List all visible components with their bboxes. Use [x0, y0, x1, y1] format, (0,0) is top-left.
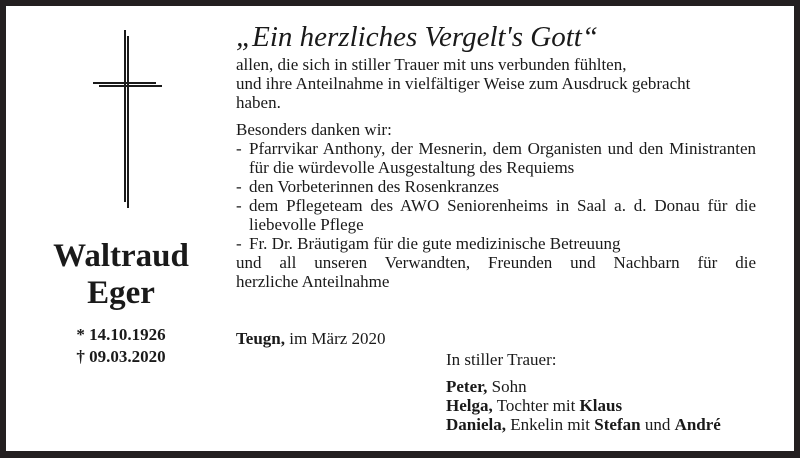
intro-line: allen, die sich in stiller Trauer mit uns verbunden fühlten, [236, 55, 627, 74]
obituary-card [6, 6, 794, 451]
thanks-item: - den Vorbeterinnen des Rosenkranzes [236, 177, 500, 196]
heading: „Ein herzliches Vergelt's Gott“ [236, 21, 598, 53]
place-date [236, 329, 386, 349]
mourners [446, 350, 721, 434]
mourner-row: Daniela, Enkelin mit Stefan und André [446, 415, 721, 434]
thanks-item: - Pfarrvikar Anthony, der Mesnerin, dem Organisten und den Ministranten für die würdevolle Ausgestaltung des Requiems [236, 139, 756, 177]
mourner-row: Peter, Sohn [446, 377, 527, 396]
thanks-text [236, 20, 756, 291]
date: im März 2020 [289, 329, 386, 348]
first-name: Waltraud [53, 238, 189, 274]
intro-line: haben. [236, 93, 281, 112]
mourners-heading: In stiller Trauer: [446, 350, 557, 369]
town: Teugn, [236, 329, 285, 348]
thanks-heading: Besonders danken wir: [236, 120, 392, 139]
thanks-item: - dem Pflegeteam des AWO Seniorenheims in Saal a. d. Donau für die liebevolle Pflege [236, 196, 756, 234]
life-dates [46, 324, 196, 368]
deceased-name [36, 238, 206, 312]
closing-line: herzliche Anteilnahme [236, 272, 390, 291]
mourner-row: Helga, Tochter mit Klaus [446, 396, 623, 415]
last-name: Eger [87, 275, 155, 311]
intro-line: und ihre Anteilnahme in vielfältiger Weise zum Ausdruck gebracht [236, 74, 691, 93]
closing-line: und all unseren Verwandten, Freunden und Nachbarn für die [236, 253, 756, 272]
thanks-item: - Fr. Dr. Bräutigam für die gute medizinische Betreuung [236, 234, 621, 253]
birth-date: * 14.10.1926 [76, 325, 166, 344]
death-date: † 09.03.2020 [76, 347, 166, 366]
